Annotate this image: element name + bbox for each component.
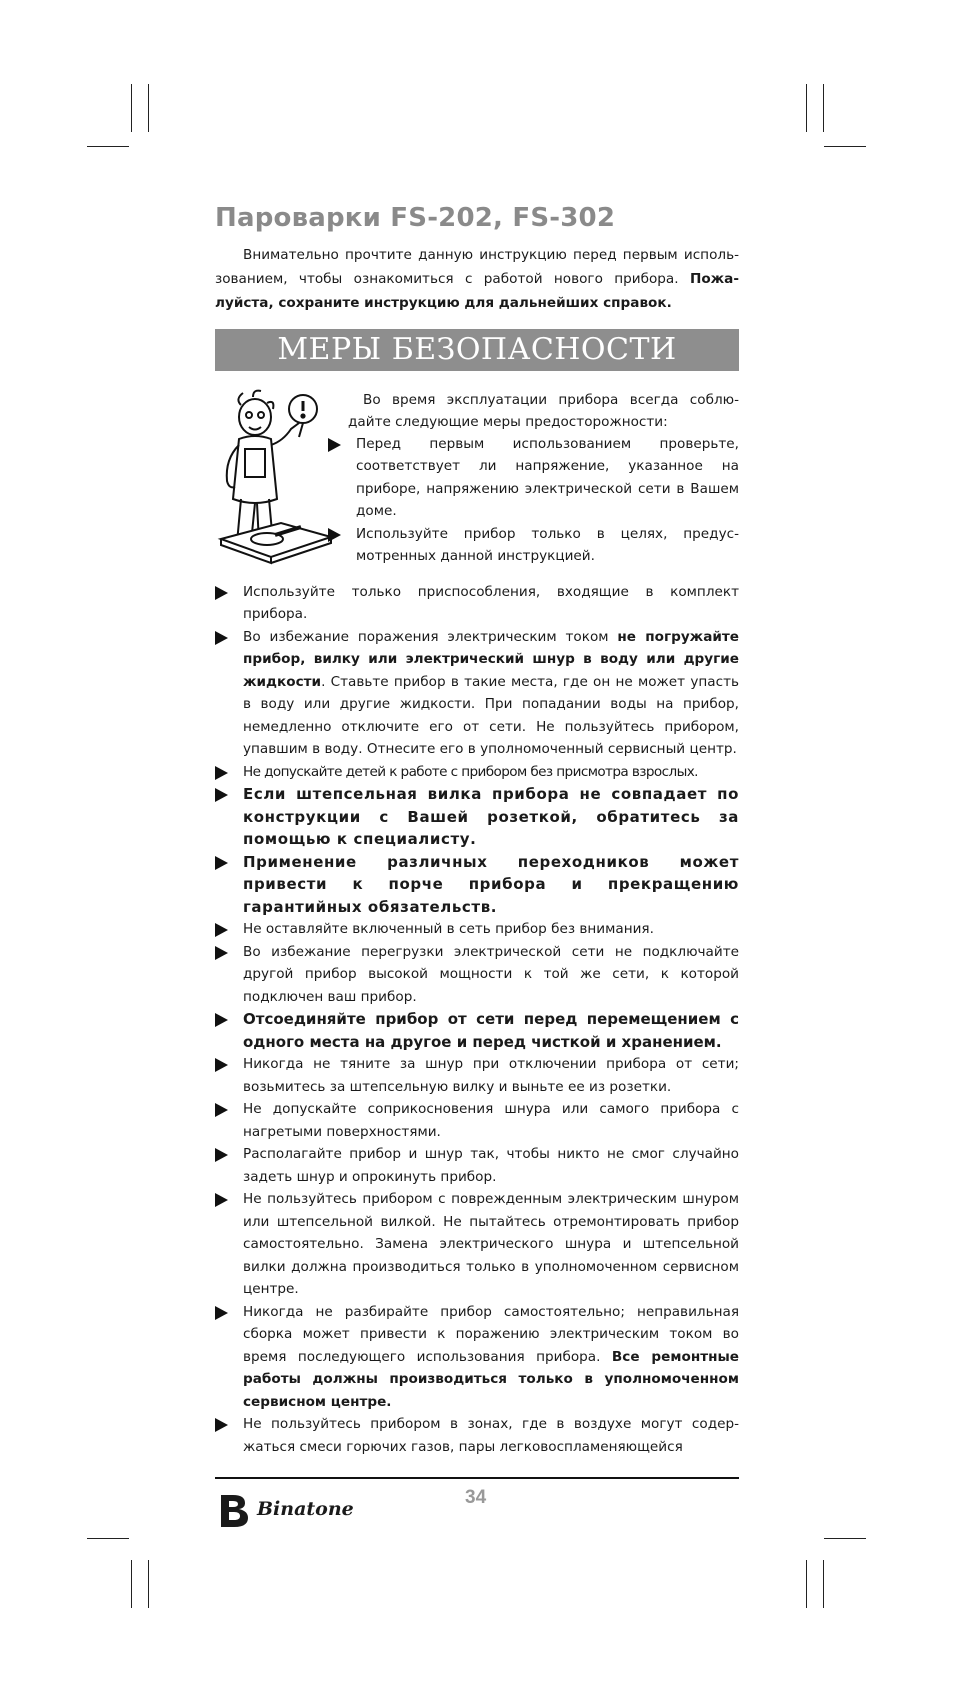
crop-mark (87, 146, 129, 147)
crop-mark (823, 84, 824, 132)
man-with-exclamation-icon (215, 389, 333, 569)
brand-name: Binatone (257, 1498, 354, 1520)
crop-mark (824, 1538, 866, 1539)
list-item: Перед первым использованием проверьте, соответствует ли напряжение, указанное на приборе, напряжению электрической сети в Вашем доме. (328, 433, 739, 523)
section-banner: МЕРЫ БЕЗОПАСНОСТИ (215, 329, 739, 371)
bullet-arrow-icon (215, 1306, 228, 1320)
list-item: Применение различных переходников может привести к порче прибора и прекращению гарантийных обязательств. (215, 851, 739, 919)
bullet-arrow-icon (215, 586, 228, 600)
list-item: Во избежание перегрузки электрической сети не подключайте другой прибор высокой мощности к той же сети, к которой подключен ваш прибор. (215, 941, 739, 1009)
bullet-arrow-icon (215, 1013, 228, 1027)
safety-intro-block (215, 389, 739, 581)
intro-regular: Внимательно прочтите данную инструкцию перед первым исполь-зованием, чтобы ознакомиться с работой нового прибора. (215, 246, 739, 287)
safety-lead-text: Во время эксплуатации прибора всегда соблю-дайте следующие меры предосторожности: (348, 391, 739, 431)
bullet-arrow-icon (215, 856, 228, 870)
list-item: Во избежание поражения электрическим током не погружайте прибор, вилку или электрический шнур в воду или другие жидкости. Ставьте прибор в такие места, где он не может упасть в воду или другие жидкости. При попадании воды на прибор, немедленно отключите его от сети. Не пользуйтесь прибором, упавшим в воду. Отнесите его в уполномоченный сервисный центр. (215, 626, 739, 761)
list-item: Используйте прибор только в целях, предус-мотренных данной инструкцией. (328, 523, 739, 568)
crop-mark (823, 1560, 824, 1608)
page-content (215, 204, 739, 1458)
crop-mark (131, 1560, 132, 1608)
crop-mark (806, 1560, 807, 1608)
brand-logo (217, 1489, 354, 1529)
intro-paragraph (215, 243, 739, 315)
bullet-arrow-icon (328, 438, 341, 452)
bullet-arrow-icon (215, 788, 228, 802)
bullet-arrow-icon (215, 1193, 228, 1207)
top-bullet-list (328, 433, 739, 568)
list-item: Отсоединяйте прибор от сети перед перемещением с одного места на другое и перед чисткой и хранением. (215, 1008, 739, 1053)
list-item: Располагайте прибор и шнур так, чтобы никто не смог случайно задеть шнур и опрокинуть прибор. (215, 1143, 739, 1188)
crop-mark (806, 84, 807, 132)
list-item: Не пользуйтесь прибором в зонах, где в воздухе могут содер-жаться смеси горючих газов, пары легковоспламеняющейся (215, 1413, 739, 1458)
page-number: 34 (465, 1487, 487, 1508)
safety-bullet-list (215, 581, 739, 1459)
binatone-logo-icon (217, 1491, 253, 1527)
crop-mark (148, 1560, 149, 1608)
crop-mark (824, 146, 866, 147)
intro-bold: Пожа-луйста, сохраните инструкцию для дальнейших справок. (215, 270, 739, 311)
page-title: Пароварки FS-202, FS-302 (215, 203, 616, 233)
bullet-arrow-icon (215, 1418, 228, 1432)
bullet-arrow-icon (215, 923, 228, 937)
bullet-arrow-icon (215, 946, 228, 960)
list-item: Никогда не тяните за шнур при отключении прибора от сети; возьмитесь за штепсельную вилку и выньте ее из розетки. (215, 1053, 739, 1098)
bullet-arrow-icon (215, 1103, 228, 1117)
list-item: Никогда не разбирайте прибор самостоятельно; неправильная сборка может привести к поражению электрическим током во время последующего использования прибора. Все ремонтные работы должны производиться только в уполномоченном сервисном центре. (215, 1301, 739, 1414)
footer-divider (215, 1477, 739, 1479)
bullet-arrow-icon (328, 528, 341, 542)
list-item: Не оставляйте включенный в сеть прибор без внимания. (215, 918, 739, 941)
bullet-arrow-icon (215, 1148, 228, 1162)
bullet-arrow-icon (215, 1058, 228, 1072)
list-item: Не пользуйтесь прибором с поврежденным электрическим шнуром или штепсельной вилкой. Не пытайтесь отремонтировать прибор самостоятельно. Замена электрического шнура и штепсельной вилки должна производиться только в уполномоченном сервисном центре. (215, 1188, 739, 1301)
crop-mark (148, 84, 149, 132)
crop-mark (87, 1538, 129, 1539)
bullet-arrow-icon (215, 766, 228, 780)
list-item: Используйте только приспособления, входящие в комплект прибора. (215, 581, 739, 626)
bullet-arrow-icon (215, 631, 228, 645)
list-item: Не допускайте соприкосновения шнура или самого прибора с нагретыми поверхностями. (215, 1098, 739, 1143)
crop-mark (131, 84, 132, 132)
list-item: Если штепсельная вилка прибора не совпадает по конструкции с Вашей розеткой, обратитесь за помощью к специалисту. (215, 783, 739, 851)
list-item: Не допускайте детей к работе с прибором без присмотра взрослых. (215, 761, 739, 784)
page-footer (215, 1477, 739, 1537)
